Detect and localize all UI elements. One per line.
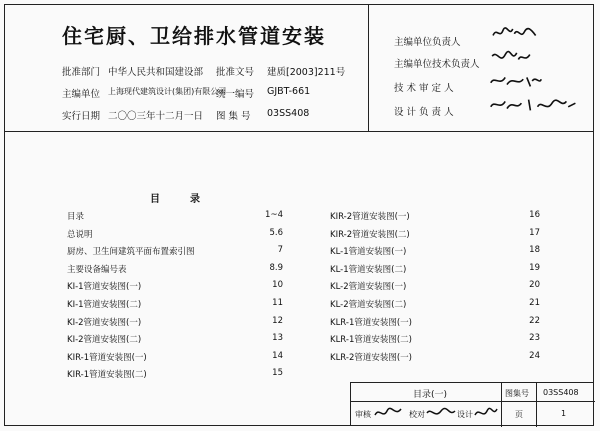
toc-entry-page: 5.6 [269,227,283,238]
toc-entry-label: 目录 [67,212,85,222]
toc-entry-label: KL-2管道安装图(二) [330,300,407,310]
toc-entry [330,351,540,365]
toc-entry-label: KI-1管道安装图(二) [67,300,142,310]
check-label: 校对 [409,410,425,419]
toc-entry [67,351,283,365]
unified-no-value: GJBT-661 [267,86,311,97]
toc-entry [330,263,540,277]
toc-entry-page: 10 [272,280,283,291]
impl-date-value: 二〇〇三年十二月一日 [108,111,204,122]
toc-entry-page: 13 [272,333,283,344]
toc-entry-label: KIR-1管道安装图(一) [67,352,147,363]
toc-entry [67,263,283,277]
toc-heading: 目录 [150,194,230,205]
title-block-divider [536,383,537,427]
toc-entry-label: KLR-1管道安装图(一) [330,317,412,328]
toc-entry-page: 15 [272,368,283,379]
toc-entry-label: KL-1管道安装图(一) [330,247,407,258]
toc-entry-page: 8.9 [269,262,283,273]
toc-entry-label: 厨房、卫生间建筑平面布置索引图 [67,247,195,258]
toc-entry-page: 11 [272,298,283,308]
resp-technical-review-label: 技 术 审 定 人 [394,83,454,94]
document-title: 住宅厨、卫给排水管道安装 [62,24,326,48]
toc-entry-page: 1~4 [265,210,283,220]
signature-image [473,405,499,421]
resp-design-lead-label: 设 计 负 责 人 [394,107,454,118]
chief-unit-value: 上海现代建筑设计(集团)有限公司 [108,87,227,96]
atlas-no-label: 图 集 号 [216,111,251,122]
toc-entry-label: 主要设备编号表 [67,264,127,275]
title-block-divider [501,383,502,427]
atlas-no-value: 03SS408 [267,108,310,119]
approval-doc-value: 建质[2003]211号 [267,67,346,78]
chief-unit-label: 主编单位 [62,89,101,100]
signature-image [373,405,405,421]
toc-entry [67,316,283,330]
toc-entry-page: 19 [529,262,540,273]
toc-entry [330,298,540,312]
toc-entry-page: 24 [529,350,540,361]
approving-dept-value: 中华人民共和国建设部 [108,67,204,78]
toc-entry-label: KLR-2管道安装图(一) [330,352,412,363]
atlas-number-label: 图集号 [505,389,529,398]
toc-entry [330,245,540,259]
header-divider-vertical [368,4,369,132]
toc-entry-label: KI-2管道安装图(二) [67,335,142,346]
toc-entry [67,298,283,312]
design-label: 设计 [457,410,473,419]
toc-entry-label: KL-1管道安装图(二) [330,264,407,275]
toc-entry-page: 22 [529,315,540,326]
toc-entry [330,333,540,347]
title-block-divider [351,401,595,402]
approving-dept-label: 批准部门 [62,67,101,78]
toc-entry [67,333,283,347]
toc-entry [330,210,540,224]
toc-entry-label: 总说明 [67,229,93,240]
toc-entry-page: 20 [529,280,540,291]
sheet-title: 目录(一) [413,390,448,400]
signature-image [486,72,546,90]
toc-entry-label: KI-2管道安装图(一) [67,317,142,328]
signature-image [484,96,584,114]
toc-entry-page: 18 [529,245,540,256]
toc-entry [67,368,283,382]
unified-no-label: 统一编号 [216,89,255,100]
resp-tech-lead-label: 主编单位技术负责人 [394,59,480,70]
header-divider-horizontal [4,131,594,132]
toc-entry [67,210,283,224]
atlas-number-value: 03SS408 [543,388,579,397]
signature-image [486,24,546,42]
toc-entry-label: KI-1管道安装图(一) [67,282,142,293]
toc-entry [67,280,283,294]
review-label: 审核 [355,410,371,419]
page-label: 页 [515,410,523,419]
page-number: 1 [561,409,567,418]
toc-entry [330,316,540,330]
toc-entry [330,280,540,294]
impl-date-label: 实行日期 [62,111,101,122]
toc-entry-page: 7 [277,245,283,256]
resp-chief-unit-label: 主编单位负责人 [394,37,461,48]
signature-image [486,48,536,66]
toc-entry-page: 21 [529,298,540,308]
toc-entry-page: 23 [529,333,540,344]
toc-entry-label: KLR-1管道安装图(二) [330,335,412,346]
toc-entry-page: 14 [272,350,283,361]
toc-entry [67,228,283,242]
toc-entry-label: KL-2管道安装图(一) [330,282,407,293]
approval-doc-label: 批准文号 [216,67,255,78]
toc-entry-label: KIR-1管道安装图(二) [67,370,147,381]
toc-entry-label: KIR-2管道安装图(二) [330,229,410,240]
toc-entry-label: KIR-2管道安装图(一) [330,212,410,222]
toc-entry [330,228,540,242]
toc-entry-page: 16 [529,210,540,220]
toc-entry-page: 12 [272,315,283,326]
toc-entry [67,245,283,259]
signature-image [425,405,457,421]
toc-entry-page: 17 [529,227,540,238]
title-block [350,382,594,426]
